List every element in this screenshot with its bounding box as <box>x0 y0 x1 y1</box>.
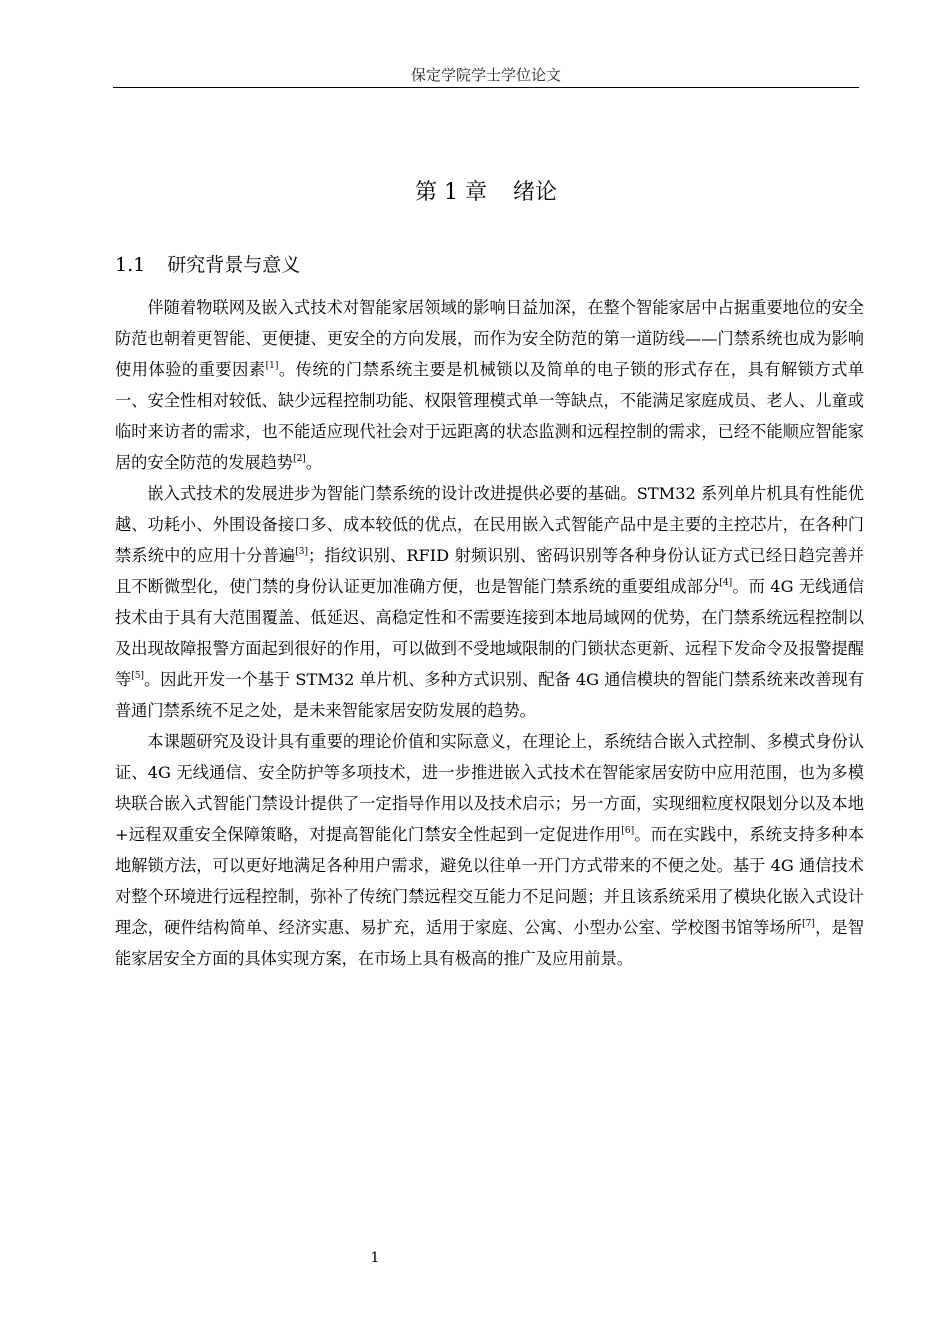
citation: [3] <box>295 547 309 557</box>
paragraph-text: 嵌入式技术的发展进步为智能门禁系统的设计改进提供必要的基础。STM32 系列单片机具有性能优越、功耗小、外围设备接口多、成本较低的优点，在民用嵌入式智能产品中是主要的主控芯片，在各种门禁系统中的应用十分普遍 <box>115 484 864 565</box>
citation: [4] <box>719 578 733 588</box>
paragraph-text: ，是智能家居安全方面的具体实现方案，在市场上具有极高的推广及应用前景。 <box>115 918 865 968</box>
section-title-text: 研究背景与意义 <box>167 254 301 276</box>
header-divider <box>113 87 859 88</box>
citation: [1] <box>265 361 279 371</box>
body-text <box>115 292 864 974</box>
chapter-title <box>113 178 859 208</box>
running-header-title: 保定学院学士学位论文 <box>410 66 561 84</box>
citation: [7] <box>802 919 815 929</box>
citation: [2] <box>293 454 306 464</box>
paragraph <box>115 292 864 478</box>
paragraph-text: 。因此开发一个基于 STM32 单片机、多种方式识别、配备 4G 通信模块的智能门禁系统来改善现有普通门禁系统不足之处，是未来智能家居安防发展的趋势。 <box>115 670 865 720</box>
paragraph-text: 本课题研究及设计具有重要的理论价值和实际意义，在理论上，系统结合嵌入式控制、多模式身份认证、4G 无线通信、安全防护等多项技术，进一步推进嵌入式技术在智能家居安防中应用范围，也为多模块联合嵌入式智能门禁设计提供了一定指导作用以及技术启示；另一方面，实现细粒度权限划分以及本地+远程双重安全保障策略，对提高智能化门禁安全性起到一定促进作用 <box>115 732 864 844</box>
section-number: 1.1 <box>115 254 146 276</box>
paragraph-text: 。 <box>305 453 322 472</box>
paragraph-text: 。传统的门禁系统主要是机械锁以及简单的电子锁的形式存在，具有解锁方式单一、安全性相对较低、缺少远程控制功能、权限管理模式单一等缺点，不能满足家庭成员、老人、儿童或临时来访者的需求，也不能适应现代社会对于远距离的状态监测和远程控制的需求，已经不能顺应智能家居的安全防范的发展趋势 <box>115 360 865 472</box>
chapter-title-text: 绪论 <box>512 180 557 205</box>
section-heading <box>115 252 300 278</box>
page-number: 1 <box>370 1250 380 1266</box>
paragraph-text: ；指纹识别、RFID 射频识别、密码识别等各种身份认证方式已经日趋完善并且不断微型化，使门禁的身份认证更加准确方便，也是智能门禁系统的重要组成部分 <box>115 546 865 596</box>
paragraph-text: 。而在实践中，系统支持多种本地解锁方法，可以更好地满足各种用户需求，避免以往单一开门方式带来的不便之处。基于 4G 通信技术对整个环境进行远程控制，弥补了传统门禁远程交互能力不足问题；并且该系统采用了模块化嵌入式设计理念，硬件结构简单、经济实惠、易扩充，适用于家庭、公寓、小型办公室、学校图书馆等场所 <box>115 825 865 937</box>
citation: [6] <box>621 826 635 836</box>
paragraph <box>115 478 864 726</box>
paragraph <box>115 726 864 974</box>
paragraph-text: 伴随着物联网及嵌入式技术对智能家居领域的影响日益加深，在整个智能家居中占据重要地位的安全防范也朝着更智能、更便捷、更安全的方向发展，而作为安全防范的第一道防线——门禁系统也成为影响使用体验的重要因素 <box>115 298 864 379</box>
chapter-number-label: 第 1 章 <box>415 180 487 205</box>
citation: [5] <box>131 671 144 681</box>
paragraph-text: 。而 4G 无线通信技术由于具有大范围覆盖、低延迟、高稳定性和不需要连接到本地局域网的优势，在门禁系统远程控制以及出现故障报警方面起到很好的作用，可以做到不受地域限制的门锁状态更新、远程下发命令及报警提醒等 <box>115 577 865 689</box>
